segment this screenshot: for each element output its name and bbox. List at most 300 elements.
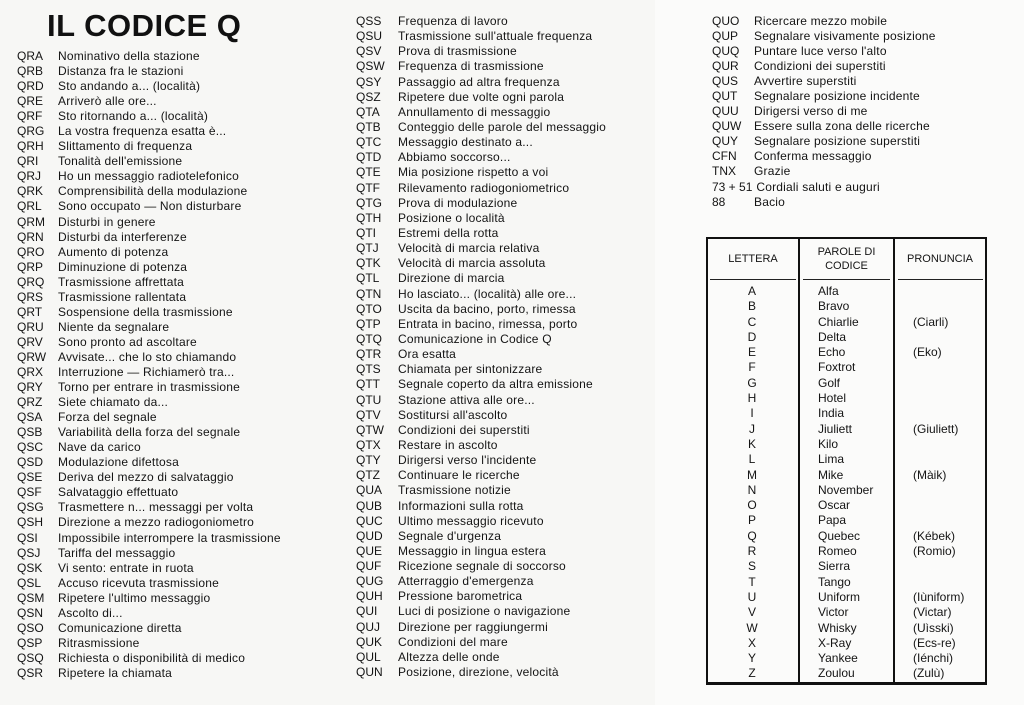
q-code: QTI <box>356 225 376 240</box>
q-code: TNX <box>712 164 736 179</box>
q-code: QSY <box>356 74 382 89</box>
q-code-meaning: Ascolto di... <box>58 605 123 620</box>
q-code-entry <box>356 514 606 529</box>
q-code-meaning: Slittamento di frequenza <box>58 139 193 154</box>
q-code: QTD <box>356 150 382 165</box>
q-code-entry <box>356 332 606 347</box>
q-code-entry <box>17 94 281 109</box>
q-code-meaning: Segnalare posizione superstiti <box>754 134 921 149</box>
pronunciation-cell: (Eko) <box>913 345 942 360</box>
q-code: QSZ <box>356 89 381 104</box>
q-code-entry <box>356 423 606 438</box>
q-code-meaning: Salvataggio effettuato <box>58 485 179 500</box>
q-code-meaning: Distanza fra le stazioni <box>58 64 184 79</box>
q-code-meaning: Niente da segnalare <box>58 319 170 334</box>
q-code-meaning: Posizione o località <box>398 210 505 225</box>
table-row <box>706 621 986 636</box>
q-code-meaning: Nominativo della stazione <box>58 49 200 63</box>
q-code: QRP <box>17 259 44 274</box>
q-code: QSN <box>17 605 44 620</box>
q-code-entry <box>356 90 606 105</box>
q-code: QTJ <box>356 241 379 256</box>
pronunciation-cell: (Iùniform) <box>913 589 965 604</box>
q-code-meaning: Segnale coperto da altra emissione <box>398 377 593 392</box>
pronunciation-cell: (Kébek) <box>913 528 956 543</box>
q-code-entry <box>712 149 936 164</box>
table-row <box>706 636 986 651</box>
q-code: QTA <box>356 104 380 119</box>
code-word-cell: Golf <box>818 375 841 390</box>
q-code: QRG <box>17 124 45 139</box>
q-code-meaning: Frequenza di trasmissione <box>398 59 544 74</box>
q-code: QSQ <box>17 650 44 665</box>
q-code-entry <box>17 606 281 621</box>
q-code-meaning: Uscita da bacino, porto, rimessa <box>398 301 576 316</box>
code-word-cell: Whisky <box>818 620 857 635</box>
q-code: QUD <box>356 528 383 543</box>
q-code-entry <box>17 455 281 470</box>
q-code-entry <box>17 591 281 606</box>
q-code-meaning: Siete chiamato da... <box>58 395 169 410</box>
q-code: QUA <box>356 483 383 498</box>
letter-cell: V <box>747 605 756 620</box>
q-code: QUE <box>356 543 383 558</box>
q-code: QSC <box>17 440 44 455</box>
q-code: QSK <box>17 560 43 575</box>
q-code-meaning: Vi sento: entrate in ruota <box>58 560 194 575</box>
pronunciation-cell: (Uìsski) <box>913 620 954 635</box>
table-row <box>706 360 986 375</box>
phonetic-alphabet-table <box>706 237 986 685</box>
q-code-meaning: Ho lasciato... (località) alle ore... <box>398 286 577 301</box>
q-code-entry <box>712 29 936 44</box>
q-code-entry <box>17 531 281 546</box>
q-code: QUF <box>356 559 382 574</box>
q-code: QUG <box>356 574 384 589</box>
q-code-entry <box>356 665 606 680</box>
q-code-meaning: Velocità di marcia assoluta <box>398 256 546 271</box>
header-letter <box>708 239 798 279</box>
q-code: QTT <box>356 377 380 392</box>
q-code-meaning: Trasmissione notizie <box>398 483 511 498</box>
q-code-meaning: Estremi della rotta <box>398 225 499 240</box>
q-code-meaning: Ultimo messaggio ricevuto <box>398 513 544 528</box>
q-code-meaning: Sono pronto ad ascoltare <box>58 334 197 349</box>
q-code-meaning: Accuso ricevuta trasmissione <box>58 575 219 590</box>
q-code: QTW <box>356 422 384 437</box>
q-code-meaning: Aumento di potenza <box>58 244 169 259</box>
q-code-entry <box>17 245 281 260</box>
table-row <box>706 544 986 559</box>
letter-cell: C <box>747 314 757 329</box>
table-row <box>706 529 986 544</box>
code-word-cell: X-Ray <box>818 635 852 650</box>
q-code: QUP <box>712 29 739 44</box>
q-code-entry <box>356 529 606 544</box>
q-code-entry <box>17 500 281 515</box>
q-code-meaning: Essere sulla zona delle ricerche <box>754 119 930 134</box>
q-code-meaning: Nave da carico <box>58 440 141 455</box>
q-code-entry <box>356 589 606 604</box>
q-code-entry <box>17 395 281 410</box>
q-code-meaning: Tonalità dell'emissione <box>58 154 183 169</box>
q-code: QSH <box>17 515 44 530</box>
q-code: QRQ <box>17 274 45 289</box>
q-code-meaning: Continuare le ricerche <box>398 468 520 483</box>
q-code-meaning: Bacio <box>754 194 786 209</box>
q-code-entry <box>17 636 281 651</box>
q-code-meaning: Sospensione della trasmissione <box>58 304 233 319</box>
code-word-cell: Lima <box>818 452 845 467</box>
header-underline-pron <box>898 279 983 280</box>
q-code-list-middle <box>356 14 606 680</box>
code-word-cell: Hotel <box>818 391 847 406</box>
q-code-meaning: Ho un messaggio radiotelefonico <box>58 169 239 184</box>
q-code-meaning: Modulazione difettosa <box>58 455 179 470</box>
letter-cell: J <box>749 421 755 436</box>
q-code-meaning: Entrata in bacino, rimessa, porto <box>398 316 578 331</box>
table-row <box>706 315 986 330</box>
q-code-meaning: Mia posizione rispetto a voi <box>398 165 549 180</box>
q-code-entry <box>356 544 606 559</box>
code-word-cell: Tango <box>818 574 851 589</box>
q-code-entry <box>356 135 606 150</box>
q-code-entry <box>356 165 606 180</box>
q-code-meaning: Sto andando a... (località) <box>58 79 201 94</box>
q-code-meaning: Dirigersi verso di me <box>754 104 868 119</box>
q-code: QRJ <box>17 169 41 184</box>
q-code: QUI <box>356 604 378 619</box>
q-code-meaning: Prova di trasmissione <box>398 44 517 59</box>
q-code-entry <box>17 380 281 395</box>
q-code-meaning: Ripetere l'ultimo messaggio <box>58 590 211 605</box>
q-code-entry <box>17 515 281 530</box>
q-code-entry <box>356 120 606 135</box>
code-word-cell: Uniform <box>818 589 861 604</box>
q-code-entry <box>356 574 606 589</box>
q-code-meaning: Abbiamo soccorso... <box>398 150 511 165</box>
letter-cell: O <box>747 498 757 513</box>
table-row <box>706 437 986 452</box>
q-code-meaning: Grazie <box>754 164 791 179</box>
q-code-meaning: Ora esatta <box>398 347 457 362</box>
q-code-meaning: Sostitursi all'ascolto <box>398 407 508 422</box>
table-row <box>706 498 986 513</box>
q-code-entry <box>17 49 281 64</box>
letter-cell: Z <box>748 666 756 681</box>
q-code: QSP <box>17 635 43 650</box>
letter-cell: K <box>747 436 756 451</box>
letter-cell: X <box>747 635 756 650</box>
q-code-meaning: Ricezione segnale di soccorso <box>398 559 566 574</box>
q-code: QTF <box>356 180 380 195</box>
q-code: QTN <box>356 286 382 301</box>
q-code: QTY <box>356 453 381 468</box>
q-code-meaning: Direzione a mezzo radiogoniometro <box>58 515 255 530</box>
table-row <box>706 513 986 528</box>
q-code-entry <box>17 109 281 124</box>
q-code-meaning: Interruzione — Richiamerò tra... <box>58 364 235 379</box>
q-code-entry <box>356 317 606 332</box>
q-code-entry <box>356 499 606 514</box>
q-code: QRK <box>17 184 44 199</box>
q-code-meaning: Atterraggio d'emergenza <box>398 574 534 589</box>
q-code-entry <box>17 576 281 591</box>
q-code: QSS <box>356 14 382 28</box>
letter-cell: B <box>747 299 756 314</box>
q-code-entry <box>356 559 606 574</box>
code-word-cell: Victor <box>818 605 849 620</box>
pronunciation-cell: (Giuliett) <box>913 421 959 436</box>
code-word-cell: Jiuliett <box>818 421 853 436</box>
q-code-entry <box>17 305 281 320</box>
q-code: QRH <box>17 139 44 154</box>
q-code-entry <box>712 74 936 89</box>
code-word-cell: Sierra <box>818 559 851 574</box>
q-code-meaning: Trasmissione rallentata <box>58 289 187 304</box>
table-row <box>706 422 986 437</box>
letter-cell: S <box>747 559 756 574</box>
q-code: QTR <box>356 347 382 362</box>
q-code-entry <box>356 287 606 302</box>
q-code-entry <box>356 181 606 196</box>
q-code: QTH <box>356 210 382 225</box>
header-pronunciation-label: PRONUNCIA <box>906 253 973 265</box>
q-code-entry <box>17 275 281 290</box>
code-word-cell: Yankee <box>818 651 858 666</box>
q-code-meaning: Comunicazione in Codice Q <box>398 331 552 346</box>
q-code-meaning: Messaggio destinato a... <box>398 135 533 150</box>
q-code: QUL <box>356 649 381 664</box>
q-code: QRY <box>17 380 43 395</box>
q-code-meaning: Velocità di marcia relativa <box>398 241 540 256</box>
q-code-list-right <box>712 14 936 210</box>
q-code-meaning: Cordiali saluti e auguri <box>756 179 880 194</box>
q-code: QSU <box>356 29 383 44</box>
q-code-entry <box>356 196 606 211</box>
q-code-entry <box>356 105 606 120</box>
code-word-cell: November <box>818 482 874 497</box>
q-code: QTU <box>356 392 382 407</box>
q-code-meaning: Disturbi in genere <box>58 214 156 229</box>
q-code-entry <box>17 290 281 305</box>
code-word-cell: Quebec <box>818 528 861 543</box>
q-code-meaning: Tariffa del messaggio <box>58 545 176 560</box>
pronunciation-cell: (Ecs-re) <box>913 635 956 650</box>
table-row <box>706 299 986 314</box>
q-code-entry <box>712 180 936 195</box>
q-code: QRV <box>17 334 43 349</box>
q-code-meaning: Trasmissione sull'attuale frequenza <box>398 29 593 44</box>
q-code-meaning: Richiesta o disponibilità di medico <box>58 650 246 665</box>
q-code: QRA <box>17 49 44 63</box>
q-code: QUK <box>356 634 383 649</box>
q-code-meaning: Ripetere due volte ogni parola <box>398 89 565 104</box>
q-code-meaning: Posizione, direzione, velocità <box>398 665 559 680</box>
q-code-meaning: Variabilità della forza del segnale <box>58 425 241 440</box>
q-code-entry <box>712 104 936 119</box>
q-code: QTQ <box>356 331 382 346</box>
q-code-meaning: Comunicazione diretta <box>58 620 182 635</box>
table-row <box>706 651 986 666</box>
q-code-entry <box>356 44 606 59</box>
q-code-entry <box>17 425 281 440</box>
table-row <box>706 391 986 406</box>
table-row <box>706 376 986 391</box>
q-code-entry <box>17 365 281 380</box>
q-code: QSI <box>17 530 38 545</box>
q-code-entry <box>17 440 281 455</box>
q-code: QTX <box>356 437 381 452</box>
q-code-entry <box>712 164 936 179</box>
q-code-meaning: Conteggio delle parole del messaggio <box>398 119 607 134</box>
q-code-meaning: Torno per entrare in trasmissione <box>58 380 241 395</box>
q-code: QSE <box>17 470 43 485</box>
table-bottom-border <box>706 682 987 685</box>
q-code: QSA <box>17 410 43 425</box>
q-code-meaning: Ricercare mezzo mobile <box>754 14 888 28</box>
q-code: QUO <box>712 14 740 28</box>
q-code-entry <box>17 184 281 199</box>
q-code: QUY <box>712 134 739 149</box>
q-code: QUU <box>712 104 739 119</box>
q-code: QRW <box>17 349 47 364</box>
letter-cell: Y <box>747 651 756 666</box>
q-code: QTB <box>356 119 381 134</box>
q-code-meaning: Segnale d'urgenza <box>398 528 502 543</box>
q-code-entry <box>356 226 606 241</box>
q-code-meaning: Ritrasmissione <box>58 635 140 650</box>
q-code-entry <box>712 44 936 59</box>
code-word-cell: Echo <box>818 345 846 360</box>
header-underline-letter <box>710 279 796 280</box>
q-code-meaning: Restare in ascolto <box>398 437 498 452</box>
q-code-meaning: Diminuzione di potenza <box>58 259 188 274</box>
letter-cell: N <box>747 482 757 497</box>
q-code: QTZ <box>356 468 380 483</box>
code-word-cell: Alfa <box>818 284 839 298</box>
letter-cell: U <box>747 589 757 604</box>
table-row <box>706 483 986 498</box>
q-code: QRU <box>17 319 44 334</box>
q-code-entry <box>17 154 281 169</box>
page-title: IL CODICE Q <box>47 8 242 43</box>
pronunciation-cell: (Iénchi) <box>913 651 954 666</box>
q-code-entry <box>356 75 606 90</box>
code-word-cell: Oscar <box>818 498 851 513</box>
q-code-entry <box>356 468 606 483</box>
q-code-entry <box>356 438 606 453</box>
table-row <box>706 330 986 345</box>
q-code: QTG <box>356 195 382 210</box>
q-code-entry <box>356 453 606 468</box>
q-code-meaning: Annullamento di messaggio <box>398 104 551 119</box>
q-code-entry <box>17 64 281 79</box>
q-code-meaning: Dirigersi verso l'incidente <box>398 453 537 468</box>
pronunciation-cell: (Ciarli) <box>913 314 949 329</box>
q-code-entry <box>356 483 606 498</box>
table-row <box>706 406 986 421</box>
q-code-meaning: Deriva del mezzo di salvataggio <box>58 470 234 485</box>
code-word-cell: Mike <box>818 467 844 482</box>
q-code: QSL <box>17 575 42 590</box>
code-word-cell: Delta <box>818 329 847 344</box>
table-row <box>706 666 986 681</box>
q-code-meaning: Impossibile interrompere la trasmissione <box>58 530 281 545</box>
q-code: QTL <box>356 271 380 286</box>
q-code-meaning: Stazione attiva alle ore... <box>398 392 535 407</box>
q-code: QUT <box>712 89 738 104</box>
letter-cell: T <box>748 574 756 589</box>
q-code-meaning: Trasmissione affrettata <box>58 274 184 289</box>
q-code-entry <box>712 59 936 74</box>
q-code-entry <box>356 59 606 74</box>
q-code: QRS <box>17 289 44 304</box>
q-code-entry <box>356 256 606 271</box>
q-code-entry <box>712 134 936 149</box>
q-code: QSW <box>356 59 385 74</box>
q-code-meaning: Segnalare posizione incidente <box>754 89 920 104</box>
q-code-entry <box>17 651 281 666</box>
q-code-entry <box>356 347 606 362</box>
q-code: QSB <box>17 425 43 440</box>
q-code: QRD <box>17 79 44 94</box>
q-code-entry <box>356 211 606 226</box>
q-code-entry <box>356 29 606 44</box>
code-word-cell: Bravo <box>818 299 850 314</box>
q-code-list-left <box>17 49 281 681</box>
q-code-entry <box>17 561 281 576</box>
q-code: QUR <box>712 59 739 74</box>
q-code-entry <box>17 485 281 500</box>
q-code: QSM <box>17 590 45 605</box>
table-row <box>706 590 986 605</box>
letter-cell: G <box>747 375 757 390</box>
code-word-cell: Foxtrot <box>818 360 856 375</box>
q-code-entry <box>17 124 281 139</box>
q-code-meaning: Direzione di marcia <box>398 271 505 286</box>
q-code-entry <box>356 14 606 29</box>
q-code-meaning: Puntare luce verso l'alto <box>754 44 887 59</box>
q-code: QUS <box>712 74 739 89</box>
letter-cell: Q <box>747 528 757 543</box>
q-code: QTK <box>356 256 381 271</box>
q-code-entry <box>356 408 606 423</box>
q-code: QRZ <box>17 395 43 410</box>
q-code-meaning: Sono occupato — Non disturbare <box>58 199 242 214</box>
q-code: QRB <box>17 64 44 79</box>
q-code-entry <box>356 150 606 165</box>
q-code-meaning: Messaggio in lingua estera <box>398 543 546 558</box>
letter-cell: R <box>747 544 757 559</box>
q-code-entry <box>17 320 281 335</box>
q-code-meaning: Condizioni dei superstiti <box>754 59 886 74</box>
pronunciation-cell: (Zulù) <box>913 666 945 681</box>
q-code-meaning: Luci di posizione o navigazione <box>398 604 571 619</box>
q-code-meaning: Prova di modulazione <box>398 195 518 210</box>
q-code: QTO <box>356 301 382 316</box>
q-code-entry <box>356 650 606 665</box>
q-code-entry <box>356 241 606 256</box>
letter-cell: W <box>746 620 758 635</box>
table-row <box>706 468 986 483</box>
q-code-entry <box>17 666 281 681</box>
q-code: QRM <box>17 214 45 229</box>
table-body <box>706 284 986 682</box>
q-code-entry <box>17 335 281 350</box>
q-code-entry <box>17 621 281 636</box>
q-code-entry <box>17 546 281 561</box>
